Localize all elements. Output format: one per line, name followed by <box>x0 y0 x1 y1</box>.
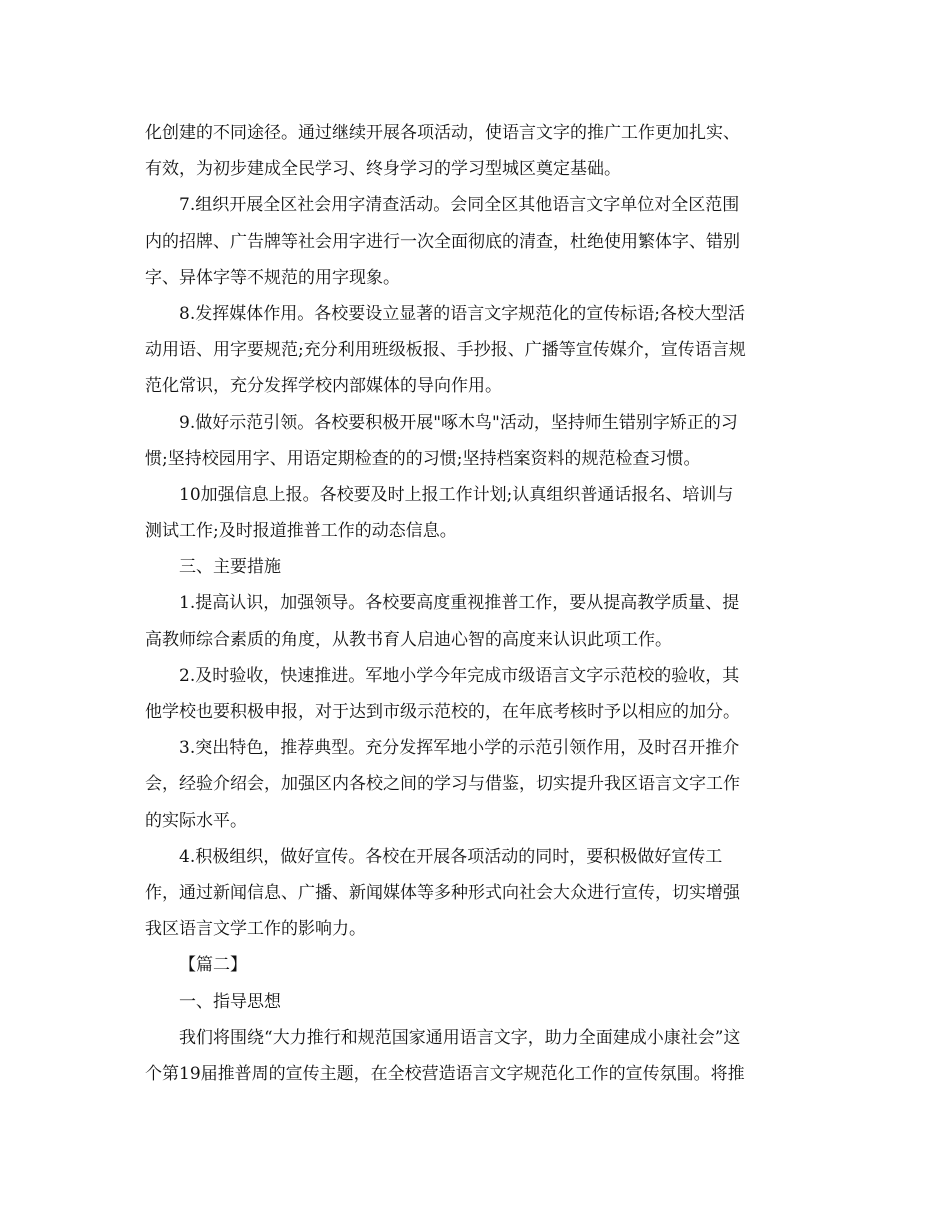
paragraph-measure-1: 1.提高认识，加强领导。各校要高度重视推普工作，要从提高教学质量、提 <box>179 593 740 614</box>
text-line: 测试工作;及时报道推普工作的动态信息。 <box>145 521 457 542</box>
part-heading: 【篇二】 <box>179 955 247 976</box>
text-line: 会，经验介绍会，加强区内各校之间的学习与借鉴，切实提升我区语言文字工作 <box>145 774 740 795</box>
text-line: 作，通过新闻信息、广播、新闻媒体等多种形式向社会大众进行宣传，切实增强 <box>145 882 740 903</box>
paragraph-measure-4: 4.积极组织，做好宣传。各校在开展各项活动的同时，要积极做好宣传工 <box>179 846 723 867</box>
text-line: 惯;坚持校园用字、用语定期检查的的习惯;坚持档案资料的规范检查习惯。 <box>145 448 701 469</box>
text-line: 字、异体字等不规范的用字现象。 <box>145 267 400 288</box>
text-line: 个第19届推普周的宣传主题，在全校营造语言文字规范化工作的宣传氛围。将推 <box>145 1063 745 1084</box>
paragraph-item-9: 9.做好示范引领。各校要积极开展"啄木鸟"活动，坚持师生错别字矫正的习 <box>179 412 738 433</box>
text-line: 他学校也要积极申报，对于达到市级示范校的，在年底考核时予以相应的加分。 <box>145 702 740 722</box>
text-line: 范化常识，充分发挥学校内部媒体的导向作用。 <box>145 376 502 397</box>
paragraph-item-8: 8.发挥媒体作用。各校要设立显著的语言文字规范化的宣传标语;各校大型活 <box>179 303 745 324</box>
text-line: 高教师综合素质的角度，从教书育人启迪心智的高度来认识此项工作。 <box>145 629 672 650</box>
text-line: 有效，为初步建成全民学习、终身学习的学习型城区奠定基础。 <box>145 159 621 180</box>
text-line: 动用语、用字要规范;充分利用班级板报、手抄报、广播等宣传媒介，宣传语言规 <box>145 340 746 361</box>
text-line: 内的招牌、广告牌等社会用字进行一次全面彻底的清查，杜绝使用繁体字、错别 <box>145 231 740 252</box>
paragraph-measure-3: 3.突出特色，推荐典型。充分发挥军地小学的示范引领作用，及时召开推介 <box>179 738 740 759</box>
text-line: 我区语言文学工作的影响力。 <box>145 919 366 940</box>
text-line: 的实际水平。 <box>145 810 247 831</box>
paragraph-item-10: 10加强信息上报。各校要及时上报工作计划;认真组织普通话报名、培训与 <box>179 484 734 505</box>
section-heading-guiding-ideology: 一、指导思想 <box>179 991 281 1012</box>
document-body <box>145 115 805 1092</box>
section-heading-measures: 三、主要措施 <box>179 557 281 578</box>
paragraph-item-7: 7.组织开展全区社会用字清查活动。会同全区其他语言文字单位对全区范围 <box>179 195 740 216</box>
paragraph-measure-2: 2.及时验收，快速推进。军地小学今年完成市级语言文字示范校的验收，其 <box>179 665 740 686</box>
paragraph-guiding-ideology: 我们将围绕“大力推行和规范国家通用语言文字，助力全面建成小康社会”这 <box>179 1027 741 1048</box>
text-line: 化创建的不同途径。通过继续开展各项活动，使语言文字的推广工作更加扎实、 <box>145 123 740 143</box>
